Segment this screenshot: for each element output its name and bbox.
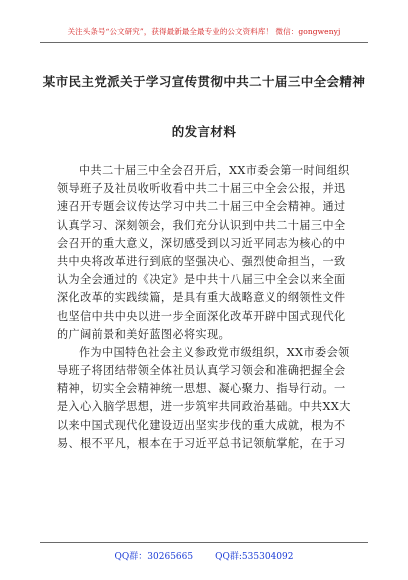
body-line: 速召开专题会议传达学习中共二十届三中全会精神。通过 [57, 200, 346, 214]
footer-qq-group-right: QQ群:535304092 [215, 552, 294, 562]
body-line: 会召开的重大意义，深切感受到以习近平同志为核心的中 [57, 236, 346, 250]
header-divider [40, 42, 368, 43]
promo-banner: 关注头条号“公文研究”，获得最新最全最专业的公文资料库！ 微信：gongwenyj [67, 27, 341, 36]
body-line: 深化改革的实践续篇，是具有重大战略意义的纲领性文件 [57, 291, 346, 305]
document-title-line-1: 某市民主党派关于学习宣传贯彻中共二十届三中全会精神 [42, 74, 366, 89]
body-line: 认真学习、深刻领会，我们充分认识到中共二十届三中全 [57, 218, 346, 232]
document-title-line-2: 的发言材料 [171, 124, 237, 139]
body-line: 是入心入脑学思想，进一步筑牢共同政治基础。中共XX大 [57, 400, 351, 414]
footer-qq-group-left: QQ群：30265665 [114, 552, 194, 562]
body-line: 以来中国式现代化建设迈出坚实步伐的重大成就，根为不 [57, 418, 346, 432]
body-line: 作为中国特色社会主义参政党市级组织，XX市委会领 [79, 345, 350, 359]
body-line: 导班子将团结带领全体社员认真学习领会和准确把握全会 [57, 364, 346, 378]
body-line: 认为全会通过的《决定》是中共十八届三中全会以来全面 [57, 273, 346, 287]
body-line: 精神，切实全会精神统一思想、凝心聚力、指导行动。一 [57, 382, 346, 396]
body-line: 共中央将改革进行到底的坚强决心、强烈使命担当，一致 [57, 254, 346, 268]
footer-contact [0, 549, 408, 562]
body-line: 也坚信中共中央以进一步全面深化改革开辟中国式现代化 [57, 309, 346, 323]
body-line: 的广阔前景和美好蓝图必将实现。 [57, 327, 231, 341]
footer-divider [40, 542, 368, 543]
body-line: 易、根不平凡，根本在于习近平总书记领航掌舵，在于习 [57, 436, 346, 450]
body-line: 领导班子及社员收听收看中共二十届三中全会公报，并迅 [57, 182, 346, 196]
document-body [57, 162, 351, 453]
body-line: 中共二十届三中全会召开后，XX市委会第一时间组织 [79, 164, 350, 177]
